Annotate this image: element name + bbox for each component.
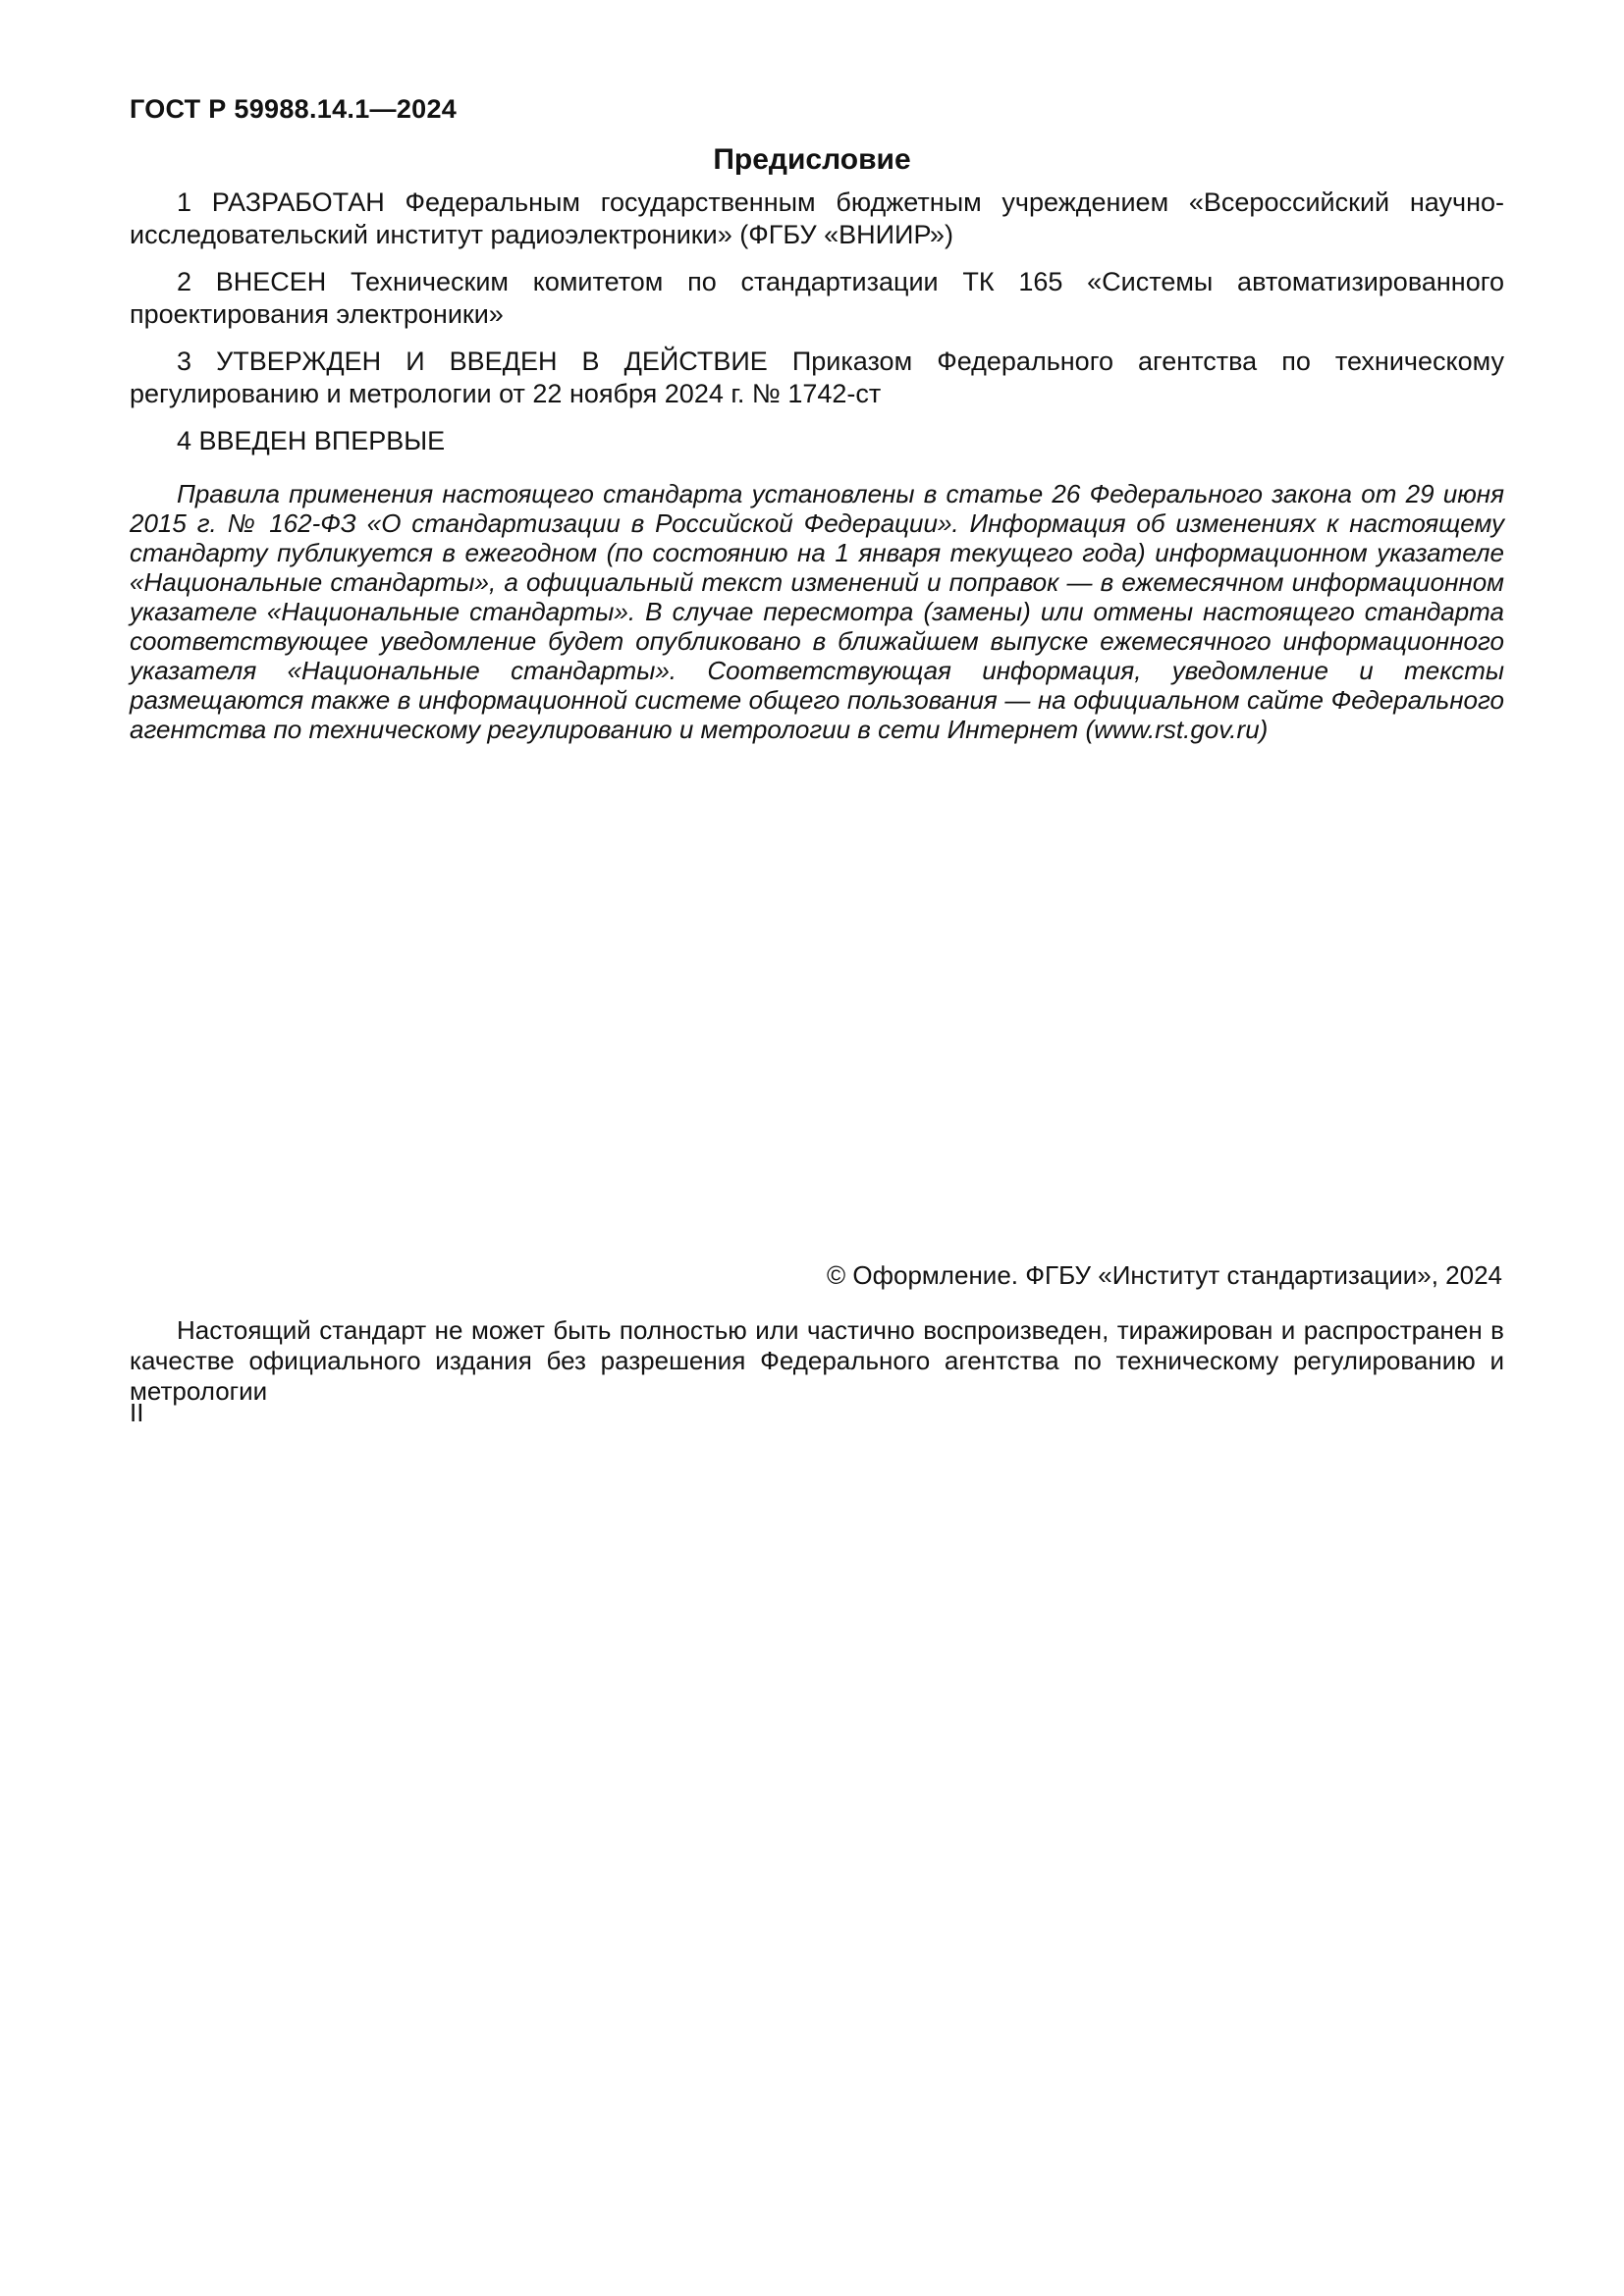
copyright-line: © Оформление. ФГБУ «Институт стандартизации», 2024 [827,1260,1502,1290]
reproduction-notice: Настоящий стандарт не может быть полностью или частично воспроизведен, тиражирован и распространен в качестве официального издания без разрешения Федерального агентства по техническому регулированию и метрологии [130,1315,1504,1406]
foreword-item-submitted: 2 ВНЕСЕН Техническим комитетом по стандартизации ТК 165 «Системы автоматизированного проектирования электроники» [130,267,1504,329]
foreword-item-first-introduced: 4 ВВЕДЕН ВПЕРВЫЕ [177,426,446,455]
doc-number: ГОСТ Р 59988.14.1—2024 [130,94,458,124]
foreword-item-approved: 3 УТВЕРЖДЕН И ВВЕДЕН В ДЕЙСТВИЕ Приказом Федерального агентства по техническому регулированию и метрологии от 22 ноября 2024 г. № 1742-ст [130,347,1504,408]
page-number: II [130,1398,144,1427]
application-rules-notice: Правила применения настоящего стандарта установлены в статье 26 Федерального закона от 29 июня 2015 г. № 162-ФЗ «О стандартизации в Российской Федерации». Информация об изменениях к настоящему стандарту публикуется в ежегодном (по состоянию на 1 января текущего года) информационном указателе «Национальные стандарты», а официальный текст изменений и поправок — в ежемесячном информационном указателе «Национальные стандарты». В случае пересмотра (замены) или отмены настоящего стандарта соответствующее уведомление будет опубликовано в ближайшем выпуске ежемесячного информационного указателя «Национальные стандарты». Соответствующая информация, уведомление и тексты размещаются также в информационной системе общего пользования — на официальном сайте Федерального агентства по техническому регулированию и метрологии в сети Интернет (www.rst.gov.ru) [130,479,1504,744]
foreword-item-developed: 1 РАЗРАБОТАН Федеральным государственным бюджетным учреждением «Всероссийский научно-исследовательский институт радиоэлектроники» (ФГБУ «ВНИИР») [130,187,1504,249]
foreword-section [130,187,1504,472]
page-title: Предисловие [713,143,911,176]
